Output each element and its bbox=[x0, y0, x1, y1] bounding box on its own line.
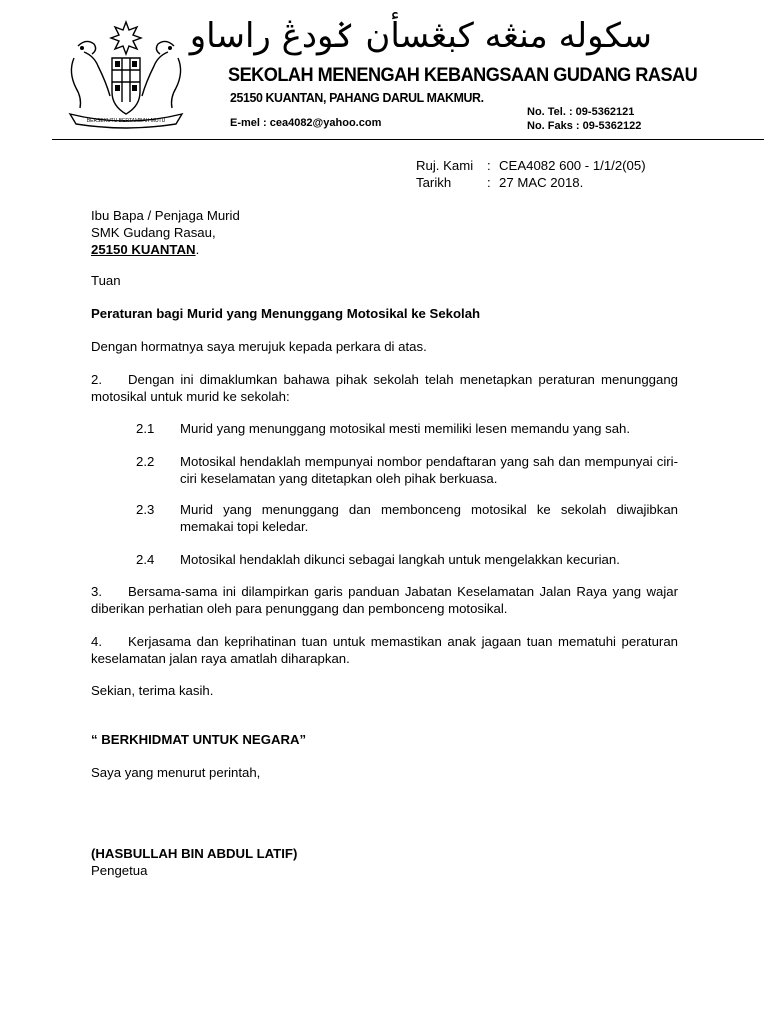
school-address: 25150 KUANTAN, PAHANG DARUL MAKMUR. bbox=[230, 90, 484, 105]
paragraph-text: Bersama-sama ini dilampirkan garis panduan Jabatan Keselamatan Jalan Raya yang wajar diberikan perhatian oleh para penunggang dan pembonceng motosikal. bbox=[91, 584, 678, 616]
date-colon: : bbox=[487, 175, 491, 190]
list-item bbox=[136, 501, 678, 535]
paragraph-number: 4. bbox=[91, 634, 102, 649]
recipient-line: SMK Gudang Rasau, bbox=[91, 225, 216, 240]
crest-motto-text: BERSEKUTU BERTAMBAH MUTU bbox=[86, 118, 166, 124]
recipient-city-suffix: . bbox=[195, 242, 200, 257]
recipient-line: Ibu Bapa / Penjaga Murid bbox=[91, 208, 240, 223]
school-name-jawi: سکوله منڠه کبڠسأن ݢودڠ راساو bbox=[189, 16, 652, 56]
list-item bbox=[136, 420, 678, 437]
list-item-text: Motosikal hendaklah dikunci sebagai langkah untuk mengelakkan kecurian. bbox=[180, 552, 620, 567]
date-value: 27 MAC 2018. bbox=[499, 175, 584, 190]
signatory-name: (HASBULLAH BIN ABDUL LATIF) bbox=[91, 846, 298, 861]
list-item-text: Murid yang menunggang dan membonceng motosikal ke sekolah diwajibkan memakai topi keledar. bbox=[180, 502, 678, 534]
paragraph-number: 3. bbox=[91, 584, 102, 599]
reference-colon: : bbox=[487, 158, 491, 173]
list-item-number: 2.2 bbox=[136, 454, 155, 469]
school-crest-logo bbox=[60, 18, 192, 130]
opening-paragraph: Dengan hormatnya saya merujuk kepada perkara di atas. bbox=[91, 339, 427, 354]
school-phone: No. Tel. : 09-5362121 bbox=[527, 106, 635, 118]
school-email: E-mel : cea4082@yahoo.com bbox=[230, 117, 382, 129]
salutation: Tuan bbox=[91, 273, 121, 288]
letterhead-divider bbox=[52, 139, 764, 140]
school-fax: No. Faks : 09-5362122 bbox=[527, 120, 642, 132]
school-name: SEKOLAH MENENGAH KEBANGSAAN GUDANG RASAU bbox=[228, 64, 698, 86]
signatory-title: Pengetua bbox=[91, 863, 148, 878]
closing-text: Sekian, terima kasih. bbox=[91, 683, 214, 698]
list-item bbox=[136, 453, 678, 487]
paragraph-text: Dengan ini dimaklumkan bahawa pihak sekolah telah menetapkan peraturan menunggang motosikal untuk murid ke sekolah: bbox=[91, 372, 678, 404]
motto: “ BERKHIDMAT UNTUK NEGARA” bbox=[91, 732, 307, 747]
reference-value: CEA4082 600 - 1/1/2(05) bbox=[499, 158, 646, 173]
paragraph-text: Kerjasama dan keprihatinan tuan untuk memastikan anak jagaan tuan mematuhi peraturan keselamatan jalan raya amatlah diharapkan. bbox=[91, 634, 678, 666]
recipient-line bbox=[91, 241, 240, 258]
yours-faithfully: Saya yang menurut perintah, bbox=[91, 765, 261, 780]
list-item-number: 2.3 bbox=[136, 502, 155, 517]
recipient-address bbox=[91, 207, 240, 258]
recipient-city: 25150 KUANTAN bbox=[91, 242, 196, 257]
list-item-text: Murid yang menunggang motosikal mesti memiliki lesen memandu yang sah. bbox=[180, 421, 631, 436]
reference-label: Ruj. Kami bbox=[416, 158, 474, 173]
list-item-number: 2.1 bbox=[136, 421, 155, 436]
list-item bbox=[136, 551, 678, 568]
paragraph-3 bbox=[91, 583, 678, 617]
paragraph-4 bbox=[91, 633, 678, 667]
paragraph-2 bbox=[91, 371, 678, 405]
list-item-text: Motosikal hendaklah mempunyai nombor pendaftaran yang sah dan mempunyai ciri-ciri keselamatan yang ditetapkan oleh pihak berkuasa. bbox=[180, 454, 678, 486]
letter-subject: Peraturan bagi Murid yang Menunggang Motosikal ke Sekolah bbox=[91, 306, 481, 321]
list-item-number: 2.4 bbox=[136, 552, 155, 567]
date-label: Tarikh bbox=[416, 175, 452, 190]
paragraph-number: 2. bbox=[91, 372, 102, 387]
